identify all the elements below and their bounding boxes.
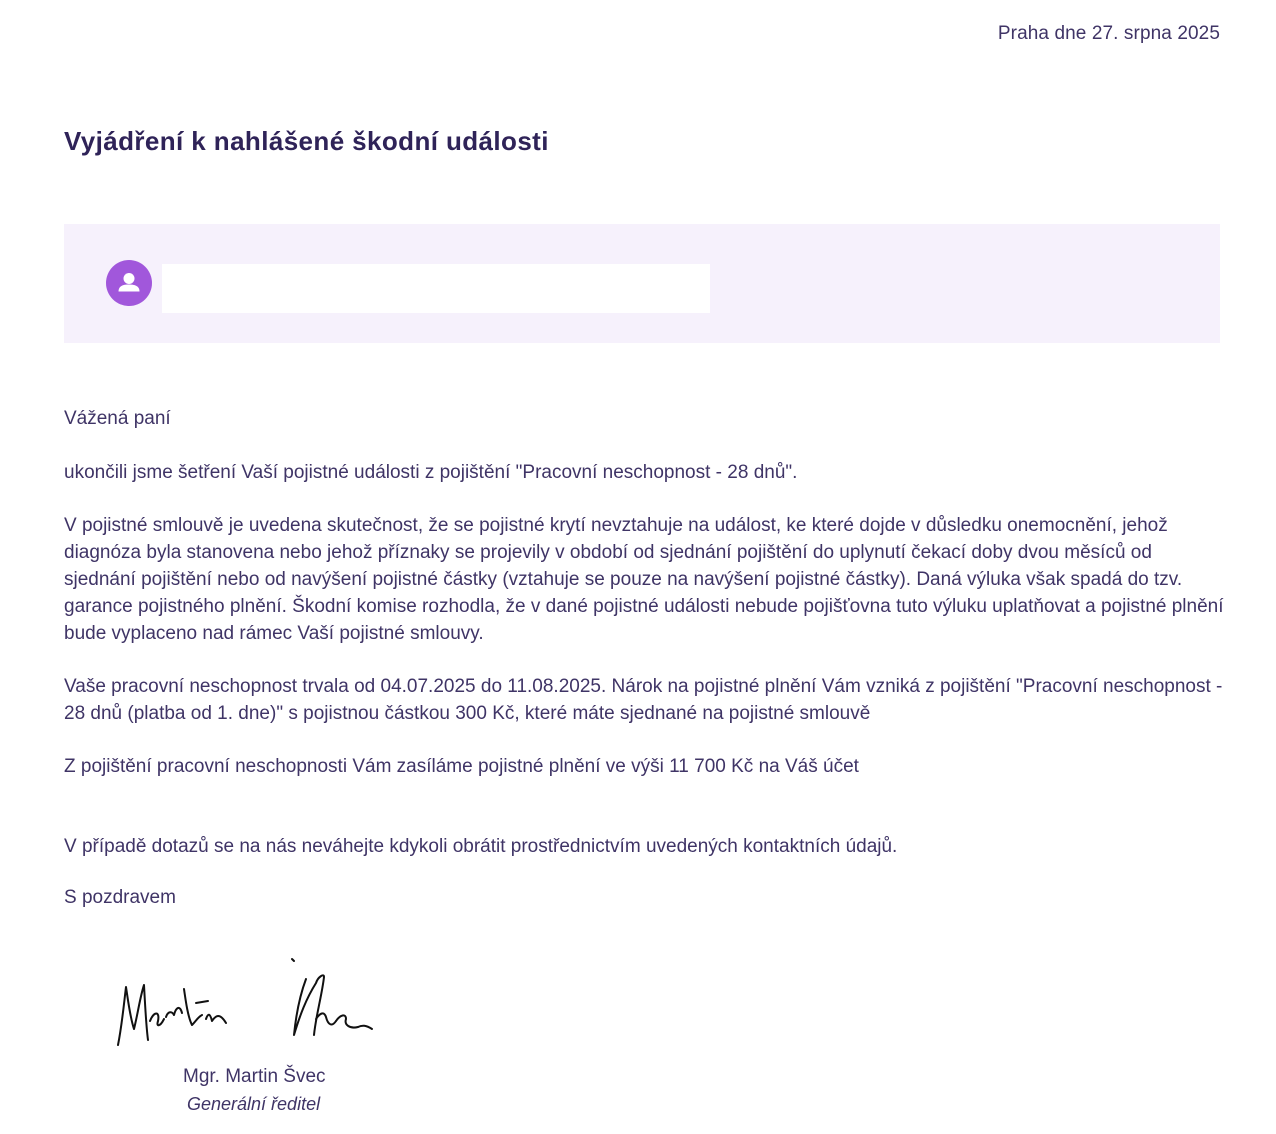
recipient-name <box>162 264 710 313</box>
letter-date: Praha dne 27. srpna 2025 <box>997 23 1220 44</box>
signer-role: Generální ředitel <box>187 1094 321 1114</box>
handwritten-signature <box>110 955 390 1055</box>
page-title: Vyjádření k nahlášené škodní události <box>64 126 549 156</box>
paragraph-entitlement: Vaše pracovní neschopnost trvala od 04.07.2025 do 11.08.2025. Nárok na pojistné plnění Vám vzniká z pojištění "Pracovní neschopnost - 28 dnů (platba od 1. dne)" s pojistnou částkou 300 Kč, které máte sjednané na pojistné smlouvě <box>64 676 1223 724</box>
paragraph-payment: Z pojištění pracovní neschopnosti Vám zasíláme pojistné plnění ve výši 11 700 Kč na Váš účet <box>64 756 859 777</box>
closing: S pozdravem <box>64 887 176 908</box>
paragraph-contact: V případě dotazů se na nás neváhejte kdykoli obrátit prostřednictvím uvedených kontaktních údajů. <box>64 836 898 857</box>
paragraph-exclusion: V pojistné smlouvě je uvedena skutečnost, že se pojistné krytí nevztahuje na událost, ke které dojde v důsledku onemocnění, jehož diagnóza byla stanovena nebo jehož příznaky se projevily v období od sjednání pojištění do uplynutí čekací doby dvou měsíců od sjednání pojištění nebo od navýšení pojistné částky (vztahuje se pouze na navýšení pojistné částky). Daná výluka však spadá do tzv. garance pojistného plnění. Škodní komise rozhodla, že v dané pojistné události nebude pojišťovna tuto výluku uplatňovat a pojistné plnění bude vyplaceno nad rámec Vaší pojistné smlouvy. <box>64 515 1224 644</box>
signer-name: Mgr. Martin Švec <box>183 1066 326 1087</box>
paragraph-investigation: ukončili jsme šetření Vaší pojistné události z pojištění "Pracovní neschopnost - 28 dnů". <box>64 462 798 483</box>
user-icon <box>106 260 152 306</box>
letter-body <box>64 405 1224 911</box>
salutation: Vážená paní <box>64 408 171 429</box>
recipient-panel <box>64 224 1220 343</box>
